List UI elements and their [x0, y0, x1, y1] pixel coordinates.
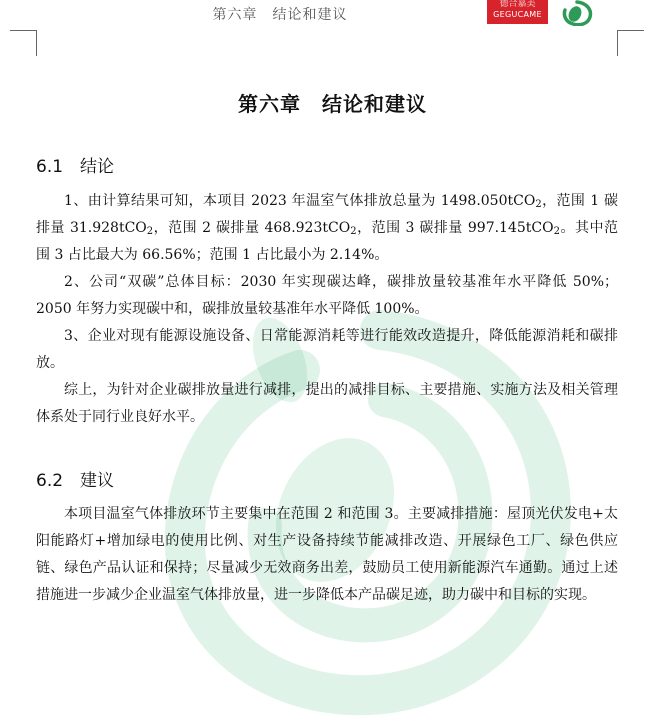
subscript: 2	[535, 199, 542, 210]
chapter-title: 第六章 结论和建议	[238, 92, 427, 116]
paragraph: 3、企业对现有能源设施设备、日常能源消耗等进行能效改造提升，降低能源消耗和碳排放。	[36, 328, 618, 371]
paragraph	[36, 188, 618, 269]
paragraph-text: 1、由计算结果可知，本项目 2023 年温室气体排放总量为 1498.050tCO	[64, 193, 536, 209]
crop-mark-left-v	[36, 30, 37, 56]
section-title-text: 结论	[80, 157, 114, 177]
crop-mark-right-v	[617, 30, 618, 56]
crop-mark-right-h	[617, 30, 644, 31]
paragraph-text: ，范围 1 碳排量 31.928tCO	[36, 193, 618, 236]
paragraph-text: 。其中范围 3 占比最大为 66.56%；范围 1 占比最小为 2.14%。	[36, 220, 618, 263]
company-logo	[487, 0, 548, 24]
paragraph-text: ，范围 2 碳排量 468.923tCO	[153, 220, 351, 236]
subscript: 2	[350, 226, 357, 237]
section-number: 6.1	[36, 157, 64, 177]
section-title-text: 建议	[80, 471, 114, 491]
paragraph: 本项目温室气体排放环节主要集中在范围 2 和范围 3。主要减排措施：屋顶光伏发电+太阳能路灯+增加绿电的使用比例、对生产设备持续节能减排改造、开展绿色工厂、绿色供应链、绿色产品认证和保持；尽量减少无效商务出差，鼓励员工使用新能源汽车通勤。通过上述措施进一步减少企业温室气体排放量，进一步降低本产品碳足迹，助力碳中和目标的实现。	[36, 506, 618, 603]
paragraph: 2、公司“双碳”总体目标：2030 年实现碳达峰，碳排放量较基准年水平降低 50%；2050 年努力实现碳中和，碳排放量较基准年水平降低 100%。	[36, 274, 618, 317]
running-header-title: 第六章 结论和建议	[212, 7, 348, 23]
logo-en-text: GEGUCAME	[493, 10, 542, 19]
logo-cn-text: 德合嘉美	[499, 0, 536, 9]
section-heading	[36, 152, 114, 177]
section-heading	[36, 466, 114, 491]
subscript: 2	[146, 226, 154, 237]
leaf-logo-icon	[560, 0, 594, 26]
subscript: 2	[553, 226, 560, 237]
paragraph: 综上，为针对企业碳排放量进行减排，提出的减排目标、主要措施、实施方法及相关管理体系处于同行业良好水平。	[36, 382, 618, 425]
paragraph-text: ，范围 3 碳排量 997.145tCO	[356, 220, 554, 236]
crop-mark-left-h	[10, 30, 37, 31]
section-number: 6.2	[36, 471, 64, 491]
